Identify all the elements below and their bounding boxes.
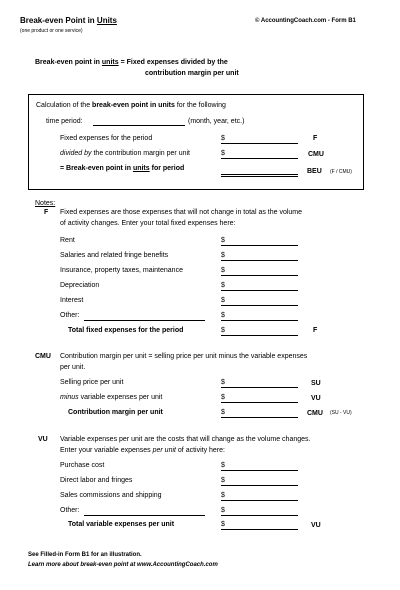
time-period-field[interactable] bbox=[93, 125, 185, 126]
calc-row-cmu-label bbox=[60, 149, 190, 158]
f-text-1: Fixed expenses are those expenses that will not change in total as the volume bbox=[60, 209, 303, 216]
fixed-total-code: F bbox=[313, 327, 318, 334]
formula-line-2: contribution margin per unit bbox=[145, 70, 239, 77]
dollar-sign: $ bbox=[221, 492, 225, 499]
purchase-cost-field[interactable] bbox=[221, 470, 298, 471]
cmu-text-1: Contribution margin per unit = selling price per unit minus the variable expenses bbox=[60, 353, 308, 360]
title-units: Units bbox=[96, 16, 117, 25]
page-title bbox=[20, 16, 117, 26]
time-period-suffix: (month, year, etc.) bbox=[188, 118, 245, 125]
beu-post: for period bbox=[149, 165, 185, 172]
formula-pre: Break-even point in bbox=[35, 59, 102, 66]
dollar-sign: $ bbox=[221, 521, 225, 528]
calc-row-beu-note: (F / CMU) bbox=[330, 169, 352, 175]
page-subtitle: (one product or one service) bbox=[20, 28, 83, 34]
variable-item-label: Purchase cost bbox=[60, 462, 105, 469]
calc-row-beu-label bbox=[60, 164, 184, 173]
cmu-total-code: CMU bbox=[307, 410, 323, 417]
calc-row-fixed-code: F bbox=[313, 135, 318, 142]
fixed-expenses-field[interactable] bbox=[221, 143, 298, 144]
variable-total-code: VU bbox=[311, 522, 321, 529]
dollar-sign: $ bbox=[221, 150, 225, 157]
dollar-sign: $ bbox=[221, 135, 225, 142]
sales-commissions-field[interactable] bbox=[221, 500, 298, 501]
variable-expenses-code: VU bbox=[311, 395, 321, 402]
vu-text-2-pre: Enter your variable expenses bbox=[60, 447, 153, 454]
dollar-sign: $ bbox=[221, 507, 225, 514]
direct-labor-field[interactable] bbox=[221, 485, 298, 486]
other-fixed-description-field[interactable] bbox=[84, 320, 205, 321]
other-fixed-field[interactable] bbox=[221, 320, 298, 321]
dollar-sign: $ bbox=[221, 297, 225, 304]
dollar-sign: $ bbox=[221, 327, 225, 334]
vu-text-1: Variable expenses per unit are the costs that will change as the volume changes. bbox=[60, 436, 311, 443]
salaries-field[interactable] bbox=[221, 260, 298, 261]
selling-price-code: SU bbox=[311, 380, 321, 387]
beu-units: units bbox=[132, 165, 150, 172]
variable-total-label: Total variable expenses per unit bbox=[68, 521, 175, 528]
selling-price-field[interactable] bbox=[221, 387, 298, 388]
minus-text: minus bbox=[60, 394, 79, 401]
calc-intro-pre: Calculation of the bbox=[36, 102, 93, 109]
vu-text-2 bbox=[60, 446, 225, 455]
variable-item-label: Direct labor and fringes bbox=[60, 477, 133, 484]
fixed-total-label: Total fixed expenses for the period bbox=[68, 327, 184, 334]
fixed-item-label: Depreciation bbox=[60, 282, 100, 289]
cmu-total-field[interactable] bbox=[221, 417, 298, 418]
calc-row-cmu-code: CMU bbox=[308, 151, 324, 158]
cmu-field[interactable] bbox=[221, 158, 298, 159]
beu-field-top-line bbox=[221, 174, 298, 175]
fixed-item-label: Other: bbox=[60, 312, 80, 319]
dollar-sign: $ bbox=[221, 462, 225, 469]
cmu-total-label: Contribution margin per unit bbox=[68, 409, 163, 416]
dollar-sign: $ bbox=[221, 477, 225, 484]
notes-heading: Notes: bbox=[35, 200, 56, 207]
fixed-item-label: Insurance, property taxes, maintenance bbox=[60, 267, 183, 274]
beu-field-bottom-line[interactable] bbox=[221, 176, 298, 177]
dollar-sign: $ bbox=[221, 282, 225, 289]
fixed-total-field[interactable] bbox=[221, 335, 298, 336]
dollar-sign: $ bbox=[221, 394, 225, 401]
insurance-field[interactable] bbox=[221, 275, 298, 276]
dollar-sign: $ bbox=[221, 312, 225, 319]
variable-item-label: Sales commissions and shipping bbox=[60, 492, 162, 499]
variable-expenses-text: variable expenses per unit bbox=[78, 394, 163, 401]
brand-label: © AccountingCoach.com - Form B1 bbox=[255, 18, 356, 24]
rent-field[interactable] bbox=[221, 245, 298, 246]
dollar-sign: $ bbox=[221, 379, 225, 386]
interest-field[interactable] bbox=[221, 305, 298, 306]
title-text: Break-even Point in bbox=[20, 16, 97, 25]
fixed-item-label: Interest bbox=[60, 297, 84, 304]
divided-by-text: divided by bbox=[60, 150, 92, 157]
calc-row-cmu-text: the contribution margin per unit bbox=[91, 150, 190, 157]
time-period-label: time period: bbox=[46, 118, 83, 125]
fixed-item-label: Salaries and related fringe benefits bbox=[60, 252, 169, 259]
f-text-2: of activity changes. Enter your total fixed expenses here: bbox=[60, 220, 236, 227]
vu-code: VU bbox=[38, 436, 48, 443]
vu-text-2-italic: per unit bbox=[152, 447, 176, 454]
cmu-text-2: per unit. bbox=[60, 364, 86, 371]
formula-rest: = Fixed expenses divided by the bbox=[118, 59, 228, 66]
cmu-code: CMU bbox=[35, 353, 51, 360]
other-variable-field[interactable] bbox=[221, 515, 298, 516]
calc-row-fixed-label: Fixed expenses for the period bbox=[60, 135, 153, 142]
vu-text-2-post: of activity here: bbox=[175, 447, 225, 454]
variable-expenses-field[interactable] bbox=[221, 402, 298, 403]
cmu-total-note: (SU - VU) bbox=[330, 410, 352, 416]
dollar-sign: $ bbox=[221, 252, 225, 259]
other-variable-description-field[interactable] bbox=[84, 515, 205, 516]
calc-intro-bold: break-even point in units bbox=[92, 102, 175, 109]
variable-item-label: Other: bbox=[60, 507, 80, 514]
selling-price-label: Selling price per unit bbox=[60, 379, 124, 386]
dollar-sign: $ bbox=[221, 409, 225, 416]
beu-pre: = Break-even point in bbox=[60, 165, 133, 172]
dollar-sign: $ bbox=[221, 237, 225, 244]
dollar-sign: $ bbox=[221, 267, 225, 274]
calc-intro bbox=[36, 101, 226, 110]
footer-illustration-note: See Filled-in Form B1 for an illustration. bbox=[28, 552, 142, 558]
f-code: F bbox=[44, 209, 49, 216]
footer-learn-more-link[interactable]: Learn more about break-even point at www.AccountingCoach.com bbox=[28, 562, 218, 568]
formula-line-1 bbox=[35, 58, 228, 67]
depreciation-field[interactable] bbox=[221, 290, 298, 291]
fixed-item-label: Rent bbox=[60, 237, 75, 244]
calc-intro-post: for the following bbox=[174, 102, 226, 109]
variable-total-field[interactable] bbox=[221, 529, 298, 530]
calc-row-beu-code: BEU bbox=[307, 168, 322, 175]
formula-units: units bbox=[101, 59, 119, 66]
variable-expenses-label bbox=[60, 393, 162, 402]
